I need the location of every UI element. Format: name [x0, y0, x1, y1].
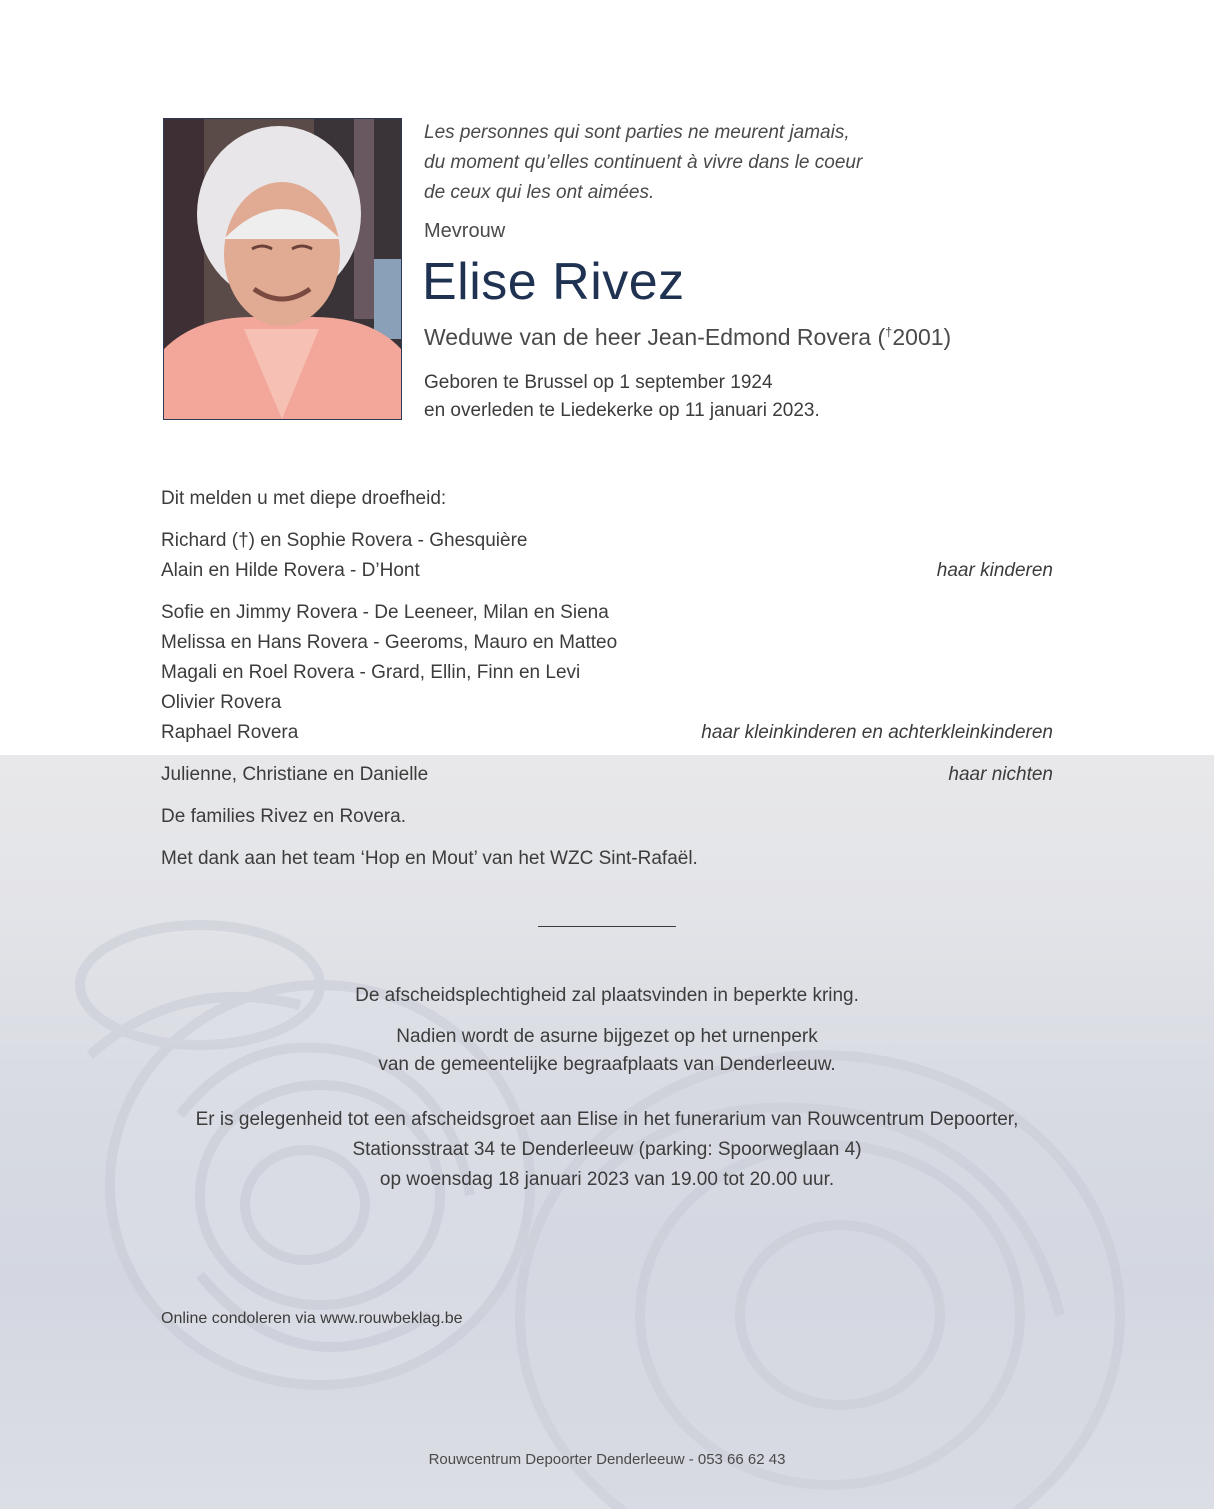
ceremony-line: van de gemeentelijke begraafplaats van Denderleeuw. — [378, 1054, 836, 1075]
birth-death-info — [424, 369, 820, 425]
online-condolence: Online condoleren via www.rouwbeklag.be — [161, 1310, 463, 1327]
cross-symbol: † — [885, 324, 893, 340]
portrait-photo — [163, 118, 402, 420]
quote-line: de ceux qui les ont aimées. — [424, 182, 655, 203]
footer-contact: Rouwcentrum Depoorter Denderleeuw - 053 66 62 43 — [428, 1451, 786, 1468]
family-line: Richard (†) en Sophie Rovera - Ghesquière — [161, 530, 528, 551]
family-line: Alain en Hilde Rovera - D’Hont — [161, 560, 420, 581]
family-intro: Dit melden u met diepe droefheid: — [161, 488, 447, 509]
widow-year: 2001) — [892, 324, 952, 350]
family-announcement — [161, 484, 1053, 886]
family-group-children — [161, 526, 1053, 586]
family-group-nieces — [161, 760, 1053, 790]
visitation-line: Stationsstraat 34 te Denderleeuw (parking: Spoorweglaan 4) — [352, 1139, 862, 1160]
widow-line — [424, 324, 951, 351]
family-line: Sofie en Jimmy Rovera - De Leeneer, Milan en Siena — [161, 602, 609, 623]
family-line: Magali en Roel Rovera - Grard, Ellin, Finn en Levi — [161, 662, 581, 683]
quote — [424, 118, 944, 208]
thanks-line: Met dank aan het team ‘Hop en Mout’ van het WZC Sint-Rafaël. — [161, 848, 698, 869]
ceremony-line: De afscheidsplechtigheid zal plaatsvinden in beperkte kring. — [355, 985, 859, 1006]
visitation-line: Er is gelegenheid tot een afscheidsgroet aan Elise in het funerarium van Rouwcentrum Depoorter, — [195, 1109, 1019, 1130]
widow-prefix: Weduwe van de heer Jean-Edmond Rovera ( — [424, 324, 886, 350]
separator-line — [538, 926, 676, 927]
relation-label: haar kinderen — [936, 560, 1053, 581]
visitation-line: op woensdag 18 januari 2023 van 19.00 tot 20.00 uur. — [379, 1169, 835, 1190]
family-line: Olivier Rovera — [161, 692, 282, 713]
families-line: De families Rivez en Rovera. — [161, 806, 406, 827]
ceremony-line: Nadien wordt de asurne bijgezet op het urnenperk — [396, 1026, 818, 1047]
quote-line: du moment qu’elles continuent à vivre dans le coeur — [424, 152, 863, 173]
birth-line: Geboren te Brussel op 1 september 1924 — [424, 372, 773, 393]
relation-label: haar kleinkinderen en achterkleinkinderen — [701, 722, 1053, 743]
relation-label: haar nichten — [948, 764, 1053, 785]
family-group-grandchildren — [161, 598, 1053, 748]
quote-line: Les personnes qui sont parties ne meurent jamais, — [424, 122, 850, 143]
family-line: Melissa en Hans Rovera - Geeroms, Mauro en Matteo — [161, 632, 618, 653]
family-line: Julienne, Christiane en Danielle — [161, 764, 429, 785]
death-line: en overleden te Liedekerke op 11 januari 2023. — [424, 400, 820, 421]
family-line: Raphael Rovera — [161, 722, 299, 743]
deceased-name: Elise Rivez — [422, 253, 685, 311]
honorific: Mevrouw — [424, 220, 506, 242]
